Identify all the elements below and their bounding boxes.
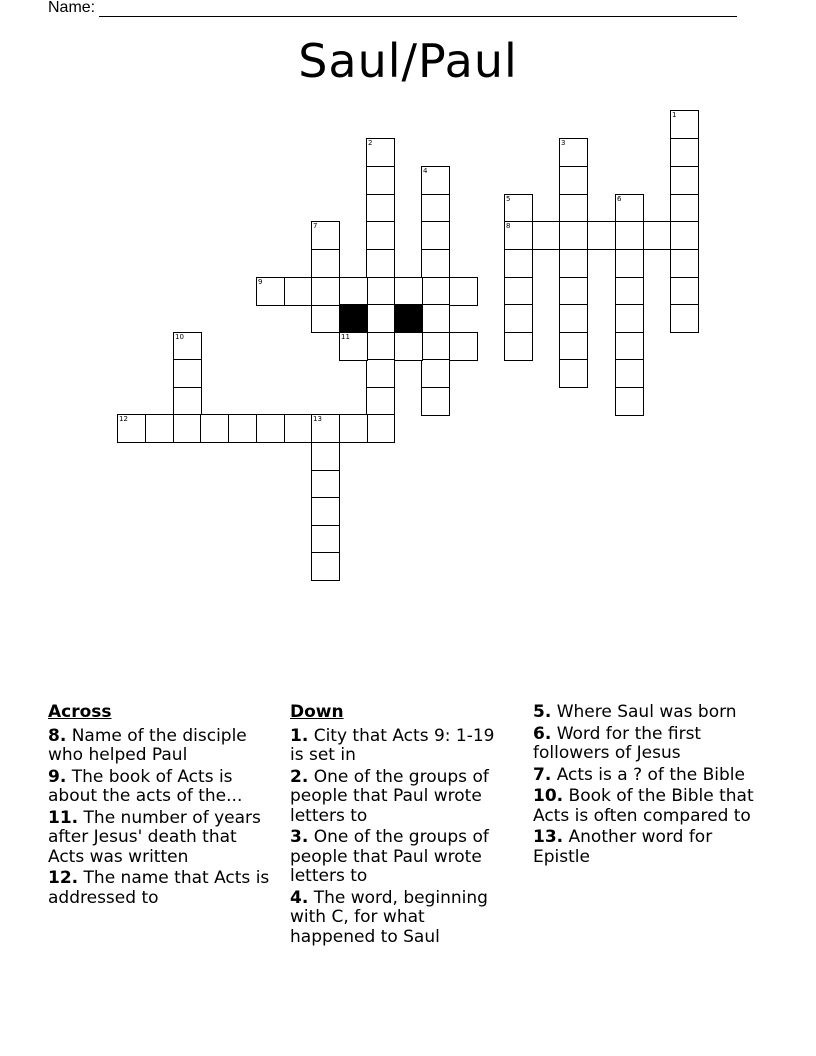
grid-cell[interactable] [421, 221, 450, 250]
clue-item-text: The book of Acts is about the acts of the... [48, 766, 243, 806]
grid-cell[interactable] [559, 138, 588, 167]
grid-cell[interactable] [615, 387, 644, 416]
grid-cell[interactable] [670, 277, 699, 306]
clue-item-number: 1. [290, 725, 309, 746]
grid-cell[interactable] [421, 387, 450, 416]
clue-item [48, 809, 278, 868]
grid-cell[interactable] [284, 414, 313, 443]
grid-cell[interactable] [670, 194, 699, 223]
clue-item [48, 869, 278, 908]
grid-cell[interactable] [449, 332, 478, 361]
clue-item [533, 725, 763, 764]
grid-cell[interactable] [366, 194, 395, 223]
clue-item-text: The word, beginning with C, for what happened to Saul [290, 887, 488, 947]
grid-cell[interactable] [421, 194, 450, 223]
clue-number: 6 [617, 195, 622, 203]
grid-cell[interactable] [366, 304, 395, 333]
grid-cell[interactable] [339, 332, 368, 361]
grid-cell[interactable] [504, 332, 533, 361]
black-cell [394, 304, 423, 333]
across-clue-list [48, 727, 278, 909]
clue-number: 8 [506, 222, 511, 230]
grid-cell[interactable] [311, 304, 340, 333]
grid-cell[interactable] [311, 525, 340, 554]
grid-cell[interactable] [366, 332, 395, 361]
grid-cell[interactable] [173, 359, 202, 388]
grid-cell[interactable] [615, 332, 644, 361]
grid-cell[interactable] [366, 414, 395, 443]
clue-number: 4 [423, 167, 428, 175]
grid-cell[interactable] [559, 332, 588, 361]
clue-item-number: 13. [533, 827, 564, 847]
grid-cell[interactable] [504, 249, 533, 278]
clue-number: 10 [175, 333, 184, 341]
clue-item-number: 12. [48, 868, 79, 888]
clue-item [48, 768, 278, 807]
clue-item-text: One of the groups of people that Paul wrote letters to [290, 827, 489, 886]
grid-cell[interactable] [366, 166, 395, 195]
clue-item-text: Another word for Epistle [533, 827, 713, 867]
down-heading: Down [290, 702, 344, 722]
grid-cell[interactable] [615, 194, 644, 223]
grid-cell[interactable] [173, 414, 202, 443]
down-clue-list [290, 727, 512, 948]
grid-cell[interactable] [504, 277, 533, 306]
across-clues [48, 703, 278, 910]
grid-cell[interactable] [670, 110, 699, 139]
clue-number: 11 [341, 333, 350, 341]
grid-cell[interactable] [311, 497, 340, 526]
grid-cell[interactable] [394, 332, 423, 361]
grid-cell[interactable] [559, 249, 588, 278]
clue-item-number: 11. [48, 807, 79, 828]
grid-cell[interactable] [559, 221, 588, 250]
clue-number: 1 [672, 111, 677, 119]
grid-cell[interactable] [311, 249, 340, 278]
grid-cell[interactable] [339, 414, 368, 443]
clue-number: 3 [561, 139, 566, 147]
grid-cell[interactable] [670, 249, 699, 278]
down-clue-list-continued [533, 703, 763, 867]
clue-item [290, 828, 512, 887]
clue-item-number: 3. [290, 827, 309, 847]
clue-item-text: Word for the first followers of Jesus [533, 723, 702, 763]
grid-cell[interactable] [615, 277, 644, 306]
grid-cell[interactable] [615, 221, 644, 250]
clue-item [533, 703, 763, 723]
grid-cell[interactable] [366, 277, 395, 306]
grid-cell[interactable] [284, 277, 313, 306]
clue-number: 7 [313, 222, 318, 230]
clue-item [290, 727, 512, 766]
grid-cell[interactable] [559, 166, 588, 195]
clue-item-text: City that Acts 9: 1-19 is set in [290, 725, 495, 765]
grid-cell[interactable] [559, 359, 588, 388]
clue-number: 12 [119, 415, 128, 423]
clue-item-text: Acts is a ? of the Bible [551, 764, 745, 785]
grid-cell[interactable] [421, 249, 450, 278]
name-label: Name: [48, 0, 96, 16]
grid-cell[interactable] [311, 552, 340, 581]
grid-cell[interactable] [504, 221, 533, 250]
grid-cell[interactable] [670, 221, 699, 250]
grid-cell[interactable] [311, 442, 340, 471]
grid-cell[interactable] [366, 138, 395, 167]
grid-cell[interactable] [670, 304, 699, 333]
grid-cell[interactable] [173, 387, 202, 416]
grid-cell[interactable] [559, 304, 588, 333]
grid-cell[interactable] [615, 249, 644, 278]
grid-cell[interactable] [256, 277, 285, 306]
clue-item [533, 787, 763, 826]
grid-cell[interactable] [173, 332, 202, 361]
down-clues-continued [533, 703, 763, 869]
clue-item-number: 7. [533, 764, 552, 785]
grid-cell[interactable] [311, 277, 340, 306]
clue-item-number: 9. [48, 766, 67, 787]
clue-item-number: 5. [533, 702, 552, 722]
grid-cell[interactable] [311, 221, 340, 250]
clue-item-number: 4. [290, 887, 309, 908]
grid-cell[interactable] [670, 166, 699, 195]
clue-item-text: Name of the disciple who helped Paul [48, 725, 247, 765]
grid-cell[interactable] [532, 221, 561, 250]
grid-cell[interactable] [256, 414, 285, 443]
page-title: Saul/Paul [298, 34, 518, 88]
grid-cell[interactable] [421, 166, 450, 195]
grid-cell[interactable] [670, 138, 699, 167]
black-cell [339, 304, 368, 333]
clue-number: 2 [368, 139, 373, 147]
grid-cell[interactable] [421, 359, 450, 388]
grid-cell[interactable] [449, 277, 478, 306]
clue-item [290, 889, 512, 948]
clue-item-text: One of the groups of people that Paul wrote letters to [290, 766, 489, 826]
grid-cell[interactable] [504, 194, 533, 223]
grid-cell[interactable] [311, 470, 340, 499]
clue-item [290, 768, 512, 827]
grid-cell[interactable] [366, 249, 395, 278]
down-clues [290, 703, 512, 949]
grid-cell[interactable] [642, 221, 671, 250]
clue-item-text: Book of the Bible that Acts is often compared to [533, 786, 754, 826]
grid-cell[interactable] [366, 387, 395, 416]
grid-cell[interactable] [200, 414, 229, 443]
clue-number: 5 [506, 195, 511, 203]
grid-cell[interactable] [145, 414, 174, 443]
grid-cell[interactable] [311, 414, 340, 443]
clue-item-number: 10. [533, 786, 564, 806]
grid-cell[interactable] [366, 221, 395, 250]
clue-item-number: 6. [533, 723, 552, 744]
grid-cell[interactable] [421, 304, 450, 333]
grid-cell[interactable] [559, 277, 588, 306]
clue-item-number: 8. [48, 725, 67, 746]
clue-item [48, 727, 278, 766]
grid-cell[interactable] [339, 277, 368, 306]
clue-number: 13 [313, 415, 322, 423]
grid-cell[interactable] [504, 304, 533, 333]
clue-item-text: The name that Acts is addressed to [48, 868, 270, 908]
across-heading: Across [48, 702, 112, 722]
grid-cell[interactable] [228, 414, 257, 443]
grid-cell[interactable] [421, 277, 450, 306]
grid-cell[interactable] [366, 359, 395, 388]
grid-cell[interactable] [615, 359, 644, 388]
clue-item-text: Where Saul was born [551, 702, 737, 722]
clue-item [533, 766, 763, 786]
clue-item [533, 828, 763, 867]
grid-cell[interactable] [117, 414, 146, 443]
clue-item-text: The number of years after Jesus' death that Acts was written [48, 807, 261, 867]
grid-cell[interactable] [394, 277, 423, 306]
grid-cell[interactable] [559, 194, 588, 223]
clue-item-number: 2. [290, 766, 309, 787]
grid-cell[interactable] [587, 221, 616, 250]
clue-number: 9 [258, 278, 263, 286]
grid-cell[interactable] [421, 332, 450, 361]
grid-cell[interactable] [615, 304, 644, 333]
